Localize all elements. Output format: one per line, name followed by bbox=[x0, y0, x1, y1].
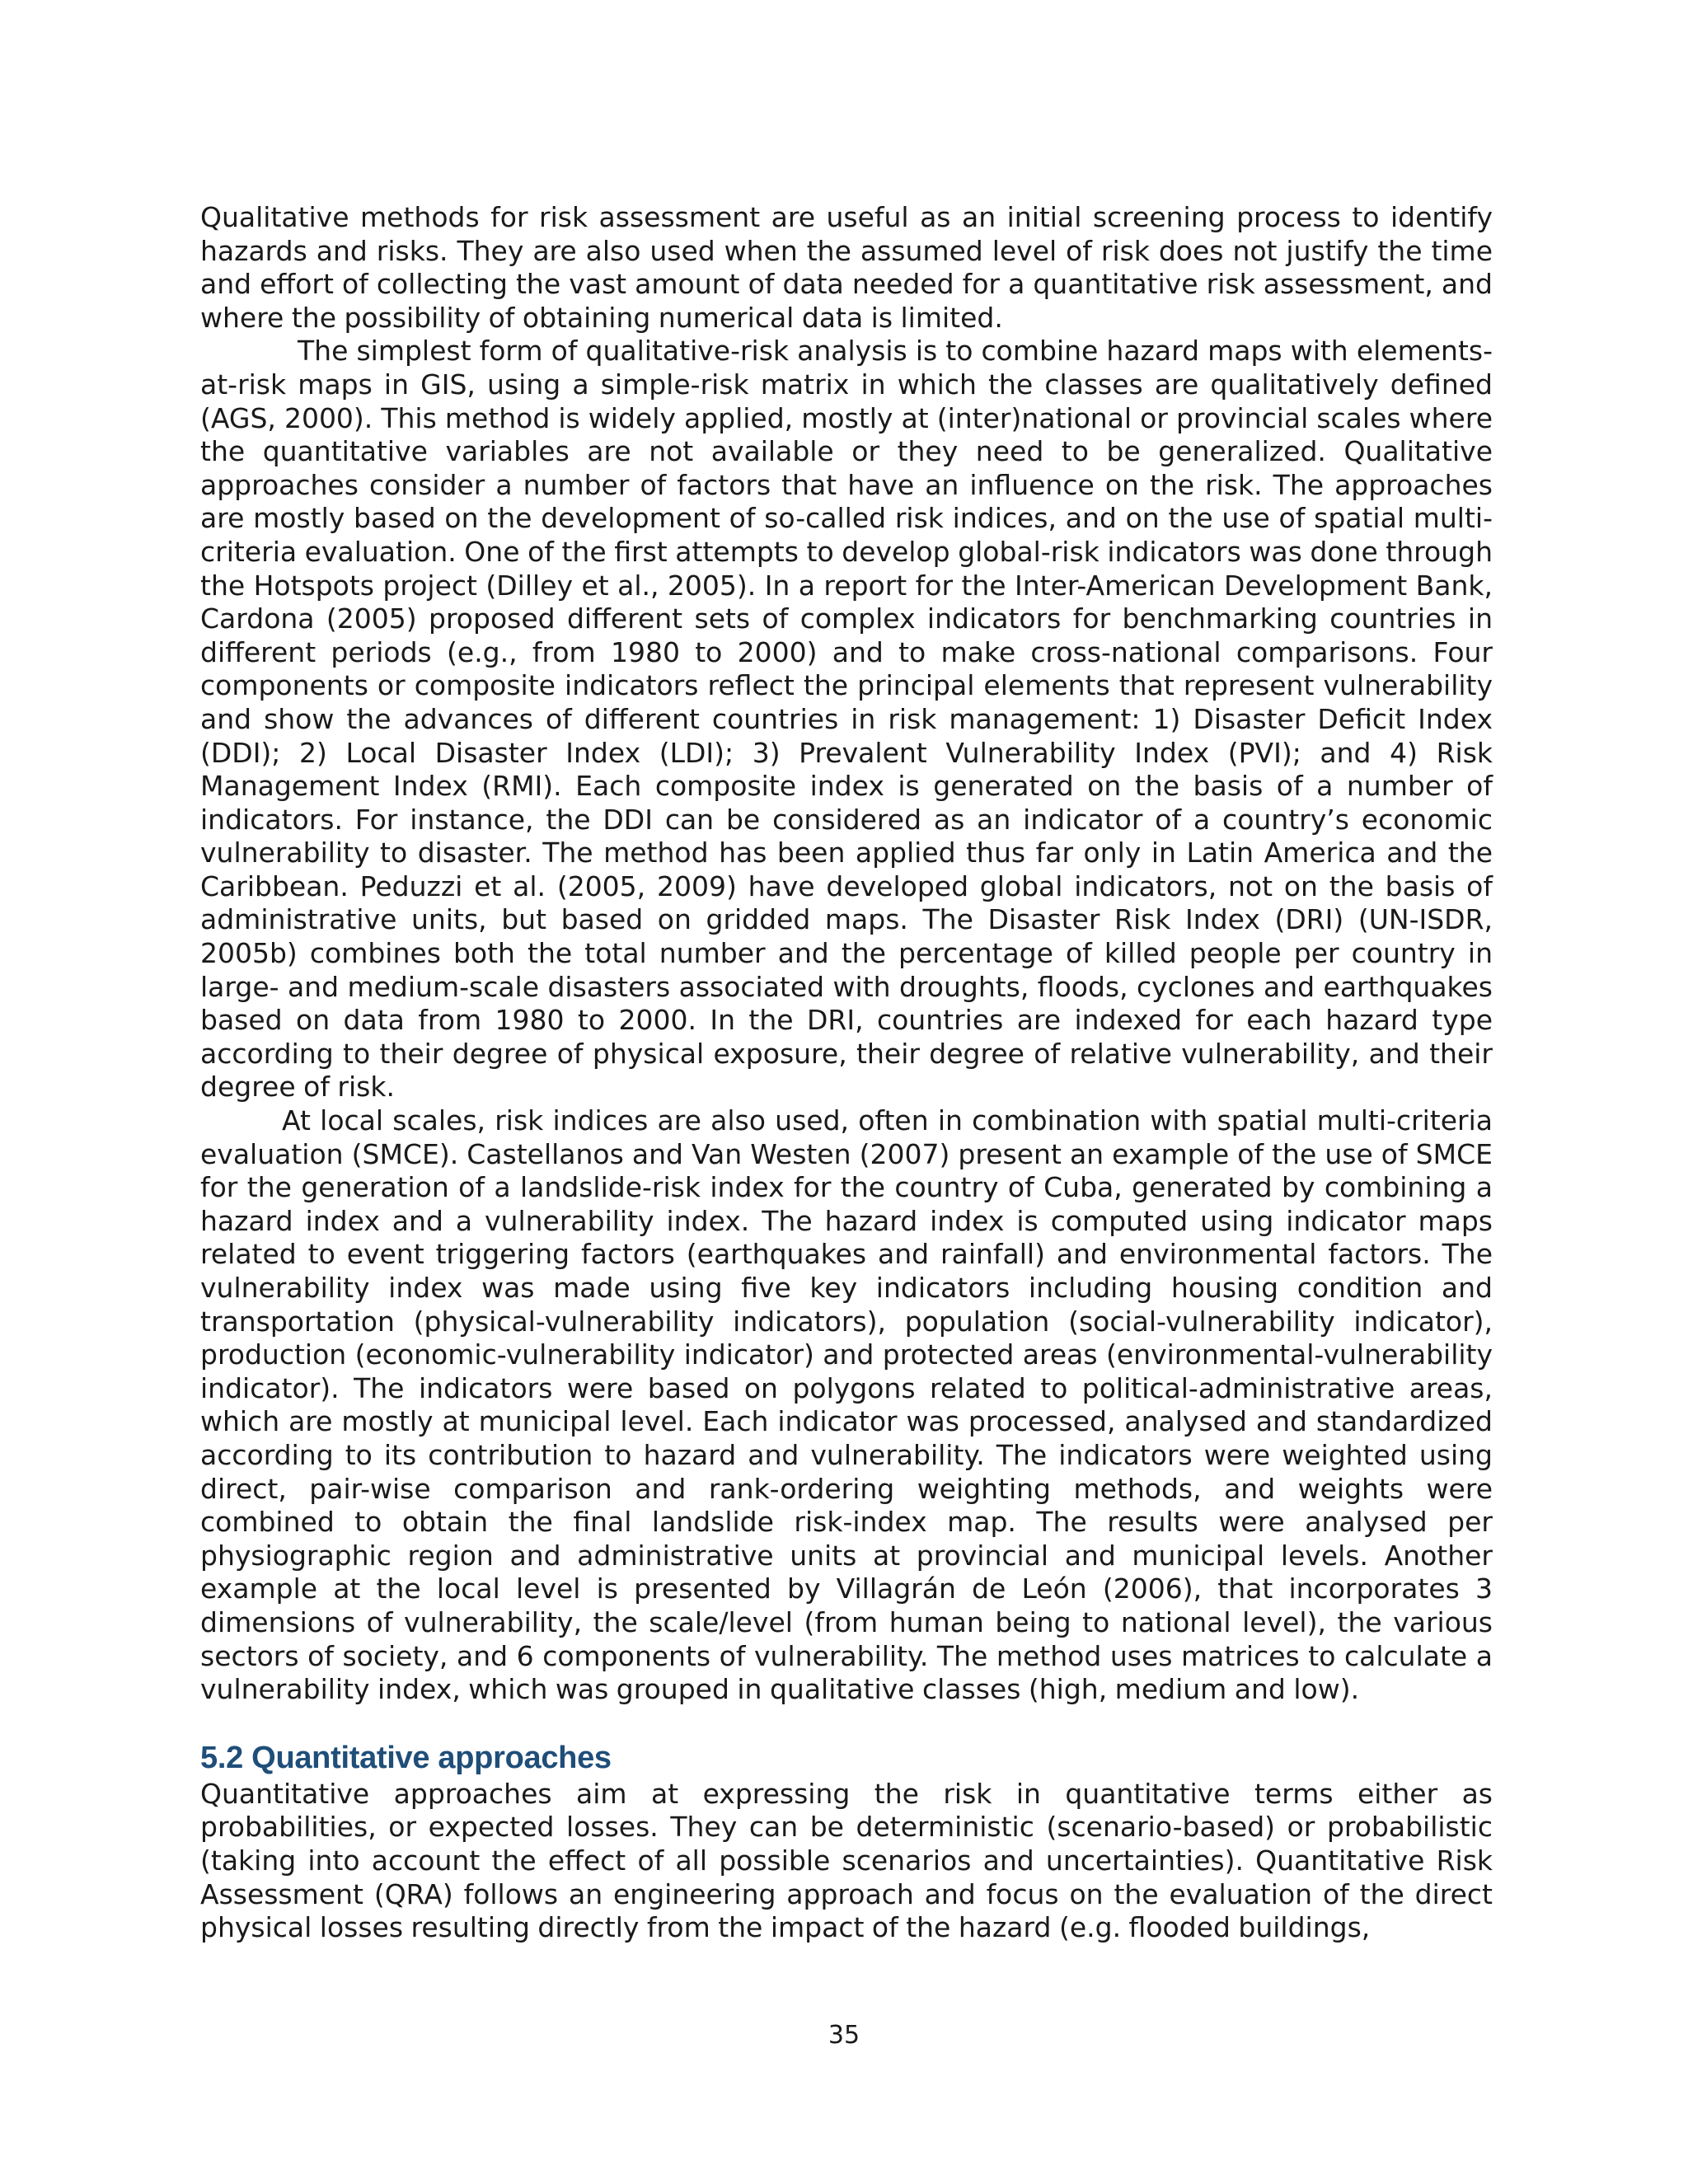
page-body bbox=[200, 201, 1493, 1945]
section-heading: 5.2 Quantitative approaches bbox=[200, 1740, 612, 1775]
paragraph-qualitative-indices: The simplest form of qualitative-risk analysis is to combine hazard maps with elements-at-risk maps in GIS, using a simple-risk matrix in which the classes are qualitatively defined (AGS, 2000). This method is widely applied, mostly at (inter)national or provincial scales where the quantitative variables are not available or they need to be generalized. Qualitative approaches consider a number of factors that have an influence on the risk. The approaches are mostly based on the development of so-called risk indices, and on the use of spatial multi-criteria evaluation. One of the first attempts to develop global-risk indicators was done through the Hotspots project (Dilley et al., 2005). In a report for the Inter-American Development Bank, Cardona (2005) proposed different sets of complex indicators for benchmarking countries in different periods (e.g., from 1980 to 2000) and to make cross-national comparisons. Four components or composite indicators reflect the principal elements that represent vulnerability and show the advances of different countries in risk management: 1) Disaster Deficit Index (DDI); 2) Local Disaster Index (LDI); 3) Prevalent Vulnerability Index (PVI); and 4) Risk Management Index (RMI). Each composite index is generated on the basis of a number of indicators. For instance, the DDI can be considered as an indicator of a country’s economic vulnerability to disaster. The method has been applied thus far only in Latin America and the Caribbean. Peduzzi et al. (2005, 2009) have developed global indicators, not on the basis of administrative units, but based on gridded maps. The Disaster Risk Index (DRI) (UN-ISDR, 2005b) combines both the total number and the percentage of killed people per country in large- and medium-scale disasters associated with droughts, floods, cyclones and earthquakes based on data from 1980 to 2000. In the DRI, countries are indexed for each hazard type according to their degree of physical exposure, their degree of relative vulnerability, and their degree of risk. bbox=[200, 335, 1493, 1104]
paragraph-quantitative-approaches: Quantitative approaches aim at expressing the risk in quantitative terms either as probabilities, or expected losses. They can be deterministic (scenario-based) or probabilistic (taking into account the effect of all possible scenarios and uncertainties). Quantitative Risk Assessment (QRA) follows an engineering approach and focus on the evaluation of the direct physical losses resulting directly from the impact of the hazard (e.g. flooded buildings, bbox=[200, 1777, 1493, 1944]
paragraph-qualitative-intro: Qualitative methods for risk assessment are useful as an initial screening process to identify hazards and risks. They are also used when the assumed level of risk does not justify the time and effort of collecting the vast amount of data needed for a quantitative risk assessment, and where the possibility of obtaining numerical data is limited. bbox=[200, 201, 1493, 334]
page-number: 35 bbox=[828, 2021, 860, 2050]
paragraph-local-scales: At local scales, risk indices are also used, often in combination with spatial multi-criteria evaluation (SMCE). Castellanos and Van Westen (2007) present an example of the use of SMCE for the generation of a landslide-risk index for the country of Cuba, generated by combining a hazard index and a vulnerability index. The hazard index is computed using indicator maps related to event triggering factors (earthquakes and rainfall) and environmental factors. The vulnerability index was made using five key indicators including housing condition and transportation (physical-vulnerability indicators), population (social-vulnerability indicator), production (economic-vulnerability indicator) and protected areas (environmental-vulnerability indicator). The indicators were based on polygons related to political-administrative areas, which are mostly at municipal level. Each indicator was processed, analysed and standardized according to its contribution to hazard and vulnerability. The indicators were weighted using direct, pair-wise comparison and rank-ordering weighting methods, and weights were combined to obtain the final landslide risk-index map. The results were analysed per physiographic region and administrative units at provincial and municipal levels. Another example at the local level is presented by Villagrán de León (2006), that incorporates 3 dimensions of vulnerability, the scale/level (from human being to national level), the various sectors of society, and 6 components of vulnerability. The method uses matrices to calculate a vulnerability index, which was grouped in qualitative classes (high, medium and low). bbox=[200, 1104, 1493, 1706]
